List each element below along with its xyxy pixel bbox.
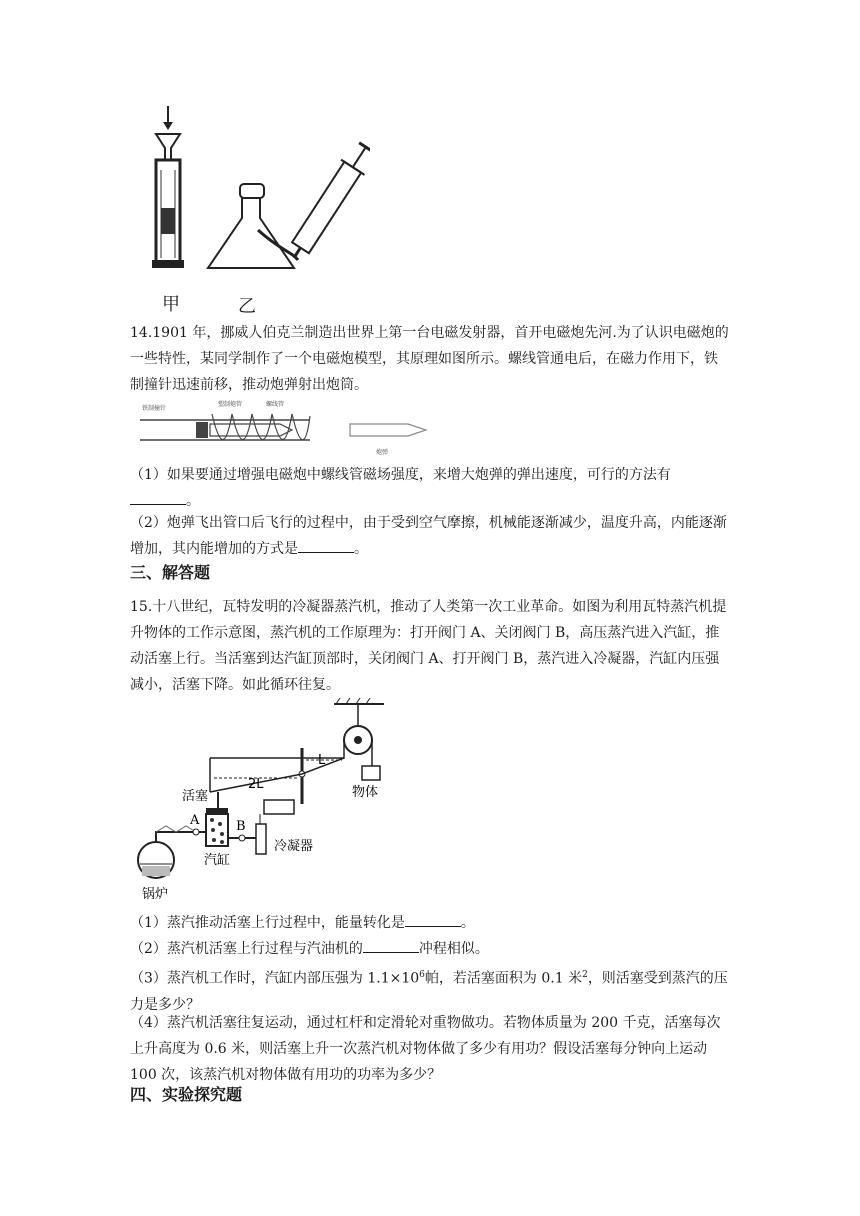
q15-sub2	[130, 936, 730, 962]
label-condenser: 冷凝器	[274, 839, 314, 854]
q15-sub2-text: （2）蒸汽机活塞上行过程与汽油机的	[130, 941, 363, 957]
q14-sub1	[130, 462, 730, 514]
q15-sub1	[130, 910, 730, 936]
label-A: A	[190, 813, 200, 828]
q15-sub3-text3: ，则活塞受到蒸汽的压力是多少？	[130, 970, 728, 1013]
label-cylinder: 汽缸	[204, 853, 231, 868]
answer-blank	[405, 910, 461, 927]
label-B: B	[236, 819, 246, 834]
q14-sub1-end: 。	[186, 493, 200, 509]
q15-sub1-text: （1）蒸汽推动活塞上行过程中，能量转化是	[130, 915, 405, 931]
railgun-diagram	[140, 398, 440, 458]
label-shell: 炮弹	[376, 449, 389, 456]
section-3-heading: 三、解答题	[130, 563, 211, 582]
label-object: 物体	[352, 785, 379, 800]
q15-sub4: （4）蒸汽机活塞往复运动，通过杠杆和定滑轮对重物做功。若物体质量为 200 千克，活塞每次上升高度为 0.6 米，则活塞上升一次蒸汽机对物体做了多少有用功？假设活塞每分钟向上运动 100 次，该蒸汽机对物体做有用功的功率为多少？	[130, 1015, 721, 1083]
label-tube: 塑制炮管	[218, 401, 243, 408]
answer-blank	[130, 488, 186, 505]
label-coil: 螺线管	[266, 401, 285, 408]
label-L: L	[318, 753, 326, 768]
q14-sub2-end: 。	[354, 541, 368, 557]
q14-sub2-text: （2）炮弹飞出管口后飞行的过程中，由于受到空气摩擦，机械能逐渐减少，温度升高，内能逐渐增加，其内能增加的方式是	[130, 515, 727, 557]
caption-jia: 甲	[162, 294, 180, 315]
label-2L: 2L	[248, 777, 264, 792]
label-pin: 铁制撞针	[142, 405, 167, 412]
answer-blank	[298, 536, 354, 553]
q15-sub3-text: （3）蒸汽机工作时，汽缸内部压强为 1.1×10	[130, 970, 420, 987]
exponent: 6	[419, 970, 425, 980]
label-boiler: 锅炉	[142, 887, 169, 902]
q14-sub2	[130, 510, 730, 562]
exponent-2: 2	[582, 970, 588, 980]
q15-sub3-text2: 帕，若活塞面积为 0.1 米	[424, 970, 583, 987]
q15-stem: 15.十八世纪，瓦特发明的冷凝器蒸汽机，推动了人类第一次工业革命。如图为利用瓦特蒸汽机提升物体的工作示意图，蒸汽机的工作原理为：打开阀门 A、关闭阀门 B，高压蒸汽进入汽缸，推动活塞上行。当活塞到达汽缸顶部时，关闭阀门 A、打开阀门 B，蒸汽进入冷凝器，汽缸内压强减小，活塞下降。如此循环往复。	[130, 599, 727, 693]
q15-sub2-end: 冲程相似。	[418, 941, 489, 957]
caption-yi: 乙	[238, 296, 256, 317]
q14-sub1-text: （1）如果要通过增强电磁炮中螺线管磁场强度，来增大炮弹的弹出速度，可行的方法有	[130, 467, 671, 483]
q15-sub1-end: 。	[460, 915, 475, 931]
q14-stem: 14.1901 年，挪威人伯克兰制造出世界上第一台电磁发射器，首开电磁炮先河.为了认识电磁炮的一些特性，某同学制作了一个电磁炮模型，其原理如图所示。螺线管通电后，在磁力作用下，铁制撞针迅速前移，推动炮弹射出炮筒。	[130, 325, 729, 393]
label-piston: 活塞	[182, 789, 209, 804]
steam-engine-diagram	[134, 696, 414, 908]
answer-blank	[363, 936, 419, 953]
section-4-heading: 四、实验探究题	[130, 1085, 243, 1104]
